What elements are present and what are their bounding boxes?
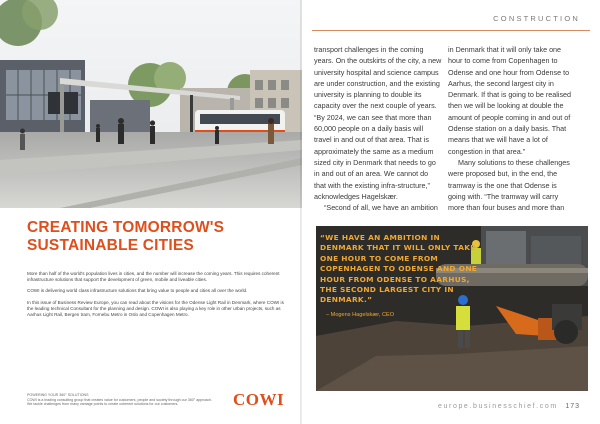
advert-paragraph: In this issue of Business Review Europe, you can read about the visions for the Odense Light Rail in Denmark, where COWI is the leading technical Consultant for the planning and design. COWI is also playing a key role in other urban projects, such as Aarhus Light Rail, Bergen tram, Fornebu Metro in Oslo and Copenhagen Metro. <box>27 299 284 318</box>
advert-title-line1: CREATING TOMORROW'S <box>27 219 225 236</box>
article-column-1 <box>314 44 442 213</box>
section-label: CONSTRUCTION <box>493 14 580 23</box>
header-rule <box>312 30 590 31</box>
advert-title <box>27 219 287 255</box>
page-footer <box>438 403 580 410</box>
cowi-logo: COWI <box>233 390 285 409</box>
page-number: 173 <box>565 403 580 410</box>
article-paragraph: in Denmark that it will only take one hour to come from Copenhagen to Odense and one hour from Odense to Aarhus, the second largest city in Denmark. If that is going to be realised then we will be looking at double the amount of people coming in and out of Odense station on a daily basis. That means that we will have a lot of congestion in that area.” <box>448 45 572 156</box>
footnote-text: COWI is a leading consulting group that creates value for customers, people and society through our 360° approach. We tackle challenges from many vantage points to create coherent solutions for our customers. <box>27 397 213 407</box>
advert-paragraph: More than half of the world's population lives in cities, and the number will increase the coming years. This requires coherent infrastructure solutions that support the development of green, mobile and liveable cities. <box>27 271 280 283</box>
advert-title-line2: SUSTAINABLE CITIES <box>27 237 194 254</box>
hero-image-tram-station <box>0 0 302 208</box>
advert-footnote <box>27 393 217 407</box>
article-paragraph: transport challenges in the coming years. On the outskirts of the city, a new university hospital and science campus are under construction, and the existing university is planning to double its capacity over the next couple of years. “By 2024, we can see that more than 60,000 people on a daily basis will travel in and out of that area. That is approximately the same as a medium sized city in Denmark that needs to go in and out of an area. We cannot do that with the existing infra-structure,” acknowledges Hagelskær. <box>314 45 442 201</box>
advert-body <box>27 271 289 323</box>
article-column-2 <box>448 44 576 213</box>
article-paragraph: “Second of all, we have an ambition <box>324 203 438 213</box>
footnote-title: POWERING YOUR 360° SOLUTIONS <box>27 393 89 397</box>
advert-paragraph: COWI is delivering world class infrastructure solutions that bring value to people and cities all over the world. <box>27 288 248 294</box>
footer-site: europe.businesschief.com <box>438 403 558 410</box>
article-paragraph: Many solutions to these challenges were proposed but, in the end, the tramway is the one that Odense is going with. “The tramway will carry more than four buses and more than <box>448 157 570 213</box>
pull-quote: “WE HAVE AN AMBITION IN DENMARK THAT IT WILL ONLY TAKE ONE HOUR TO COME FROM COPENHAGEN TO ODENSE AND ONE HOUR FROM ODENSE TO AARHUS, THE SECOND LARGEST CITY IN DENMARK.” <box>320 233 478 305</box>
pull-quote-author: – Mogens Hagelskær, CEO <box>326 312 395 318</box>
